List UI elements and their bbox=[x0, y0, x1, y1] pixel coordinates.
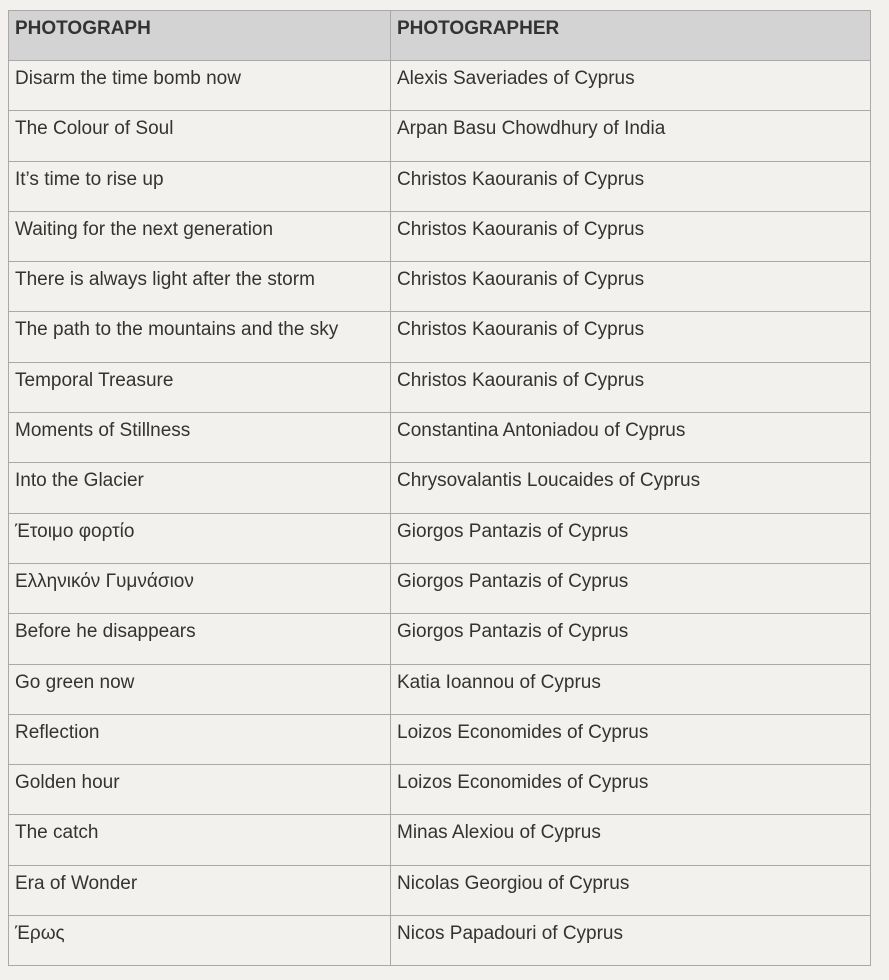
table-row bbox=[9, 664, 871, 714]
table-row bbox=[9, 865, 871, 915]
photographer-cell: Christos Kaouranis of Cyprus bbox=[391, 312, 871, 362]
photograph-cell: Reflection bbox=[9, 714, 391, 764]
column-header-photographer: PHOTOGRAPHER bbox=[391, 11, 871, 61]
table-row bbox=[9, 211, 871, 261]
photograph-cell: Έτοιμο φορτίο bbox=[9, 513, 391, 563]
photographer-cell: Loizos Economides of Cyprus bbox=[391, 714, 871, 764]
table-row bbox=[9, 815, 871, 865]
photographer-cell: Alexis Saveriades of Cyprus bbox=[391, 61, 871, 111]
photograph-cell: The catch bbox=[9, 815, 391, 865]
table-row bbox=[9, 111, 871, 161]
table-row bbox=[9, 262, 871, 312]
photograph-cell: The Colour of Soul bbox=[9, 111, 391, 161]
table-row bbox=[9, 161, 871, 211]
photographer-cell: Katia Ioannou of Cyprus bbox=[391, 664, 871, 714]
table-row bbox=[9, 413, 871, 463]
table-row bbox=[9, 614, 871, 664]
photograph-cell: Temporal Treasure bbox=[9, 362, 391, 412]
photographer-cell: Christos Kaouranis of Cyprus bbox=[391, 211, 871, 261]
photo-table bbox=[8, 10, 871, 966]
photograph-cell: Ελληνικόν Γυμνάσιον bbox=[9, 563, 391, 613]
table-row bbox=[9, 765, 871, 815]
photographer-cell: Chrysovalantis Loucaides of Cyprus bbox=[391, 463, 871, 513]
photograph-cell: The path to the mountains and the sky bbox=[9, 312, 391, 362]
photograph-cell: Into the Glacier bbox=[9, 463, 391, 513]
photographer-cell: Christos Kaouranis of Cyprus bbox=[391, 262, 871, 312]
photograph-cell: It’s time to rise up bbox=[9, 161, 391, 211]
table-row bbox=[9, 714, 871, 764]
photographer-cell: Christos Kaouranis of Cyprus bbox=[391, 161, 871, 211]
photographer-cell: Constantina Antoniadou of Cyprus bbox=[391, 413, 871, 463]
photograph-cell: Waiting for the next generation bbox=[9, 211, 391, 261]
photographer-cell: Loizos Economides of Cyprus bbox=[391, 765, 871, 815]
photo-table-container bbox=[8, 10, 870, 966]
photograph-cell: Era of Wonder bbox=[9, 865, 391, 915]
photograph-cell: Έρως bbox=[9, 916, 391, 966]
photographer-cell: Nicolas Georgiou of Cyprus bbox=[391, 865, 871, 915]
table-row bbox=[9, 362, 871, 412]
photograph-cell: Moments of Stillness bbox=[9, 413, 391, 463]
photograph-cell: There is always light after the storm bbox=[9, 262, 391, 312]
photographer-cell: Giorgos Pantazis of Cyprus bbox=[391, 513, 871, 563]
table-row bbox=[9, 312, 871, 362]
table-header-row bbox=[9, 11, 871, 61]
table-row bbox=[9, 463, 871, 513]
photographer-cell: Christos Kaouranis of Cyprus bbox=[391, 362, 871, 412]
photograph-cell: Disarm the time bomb now bbox=[9, 61, 391, 111]
photographer-cell: Giorgos Pantazis of Cyprus bbox=[391, 614, 871, 664]
table-row bbox=[9, 513, 871, 563]
photographer-cell: Minas Alexiou of Cyprus bbox=[391, 815, 871, 865]
table-row bbox=[9, 916, 871, 966]
photographer-cell: Arpan Basu Chowdhury of India bbox=[391, 111, 871, 161]
table-row bbox=[9, 563, 871, 613]
table-row bbox=[9, 61, 871, 111]
photograph-cell: Go green now bbox=[9, 664, 391, 714]
column-header-photograph: PHOTOGRAPH bbox=[9, 11, 391, 61]
photographer-cell: Nicos Papadouri of Cyprus bbox=[391, 916, 871, 966]
photograph-cell: Golden hour bbox=[9, 765, 391, 815]
photograph-cell: Before he disappears bbox=[9, 614, 391, 664]
photographer-cell: Giorgos Pantazis of Cyprus bbox=[391, 563, 871, 613]
